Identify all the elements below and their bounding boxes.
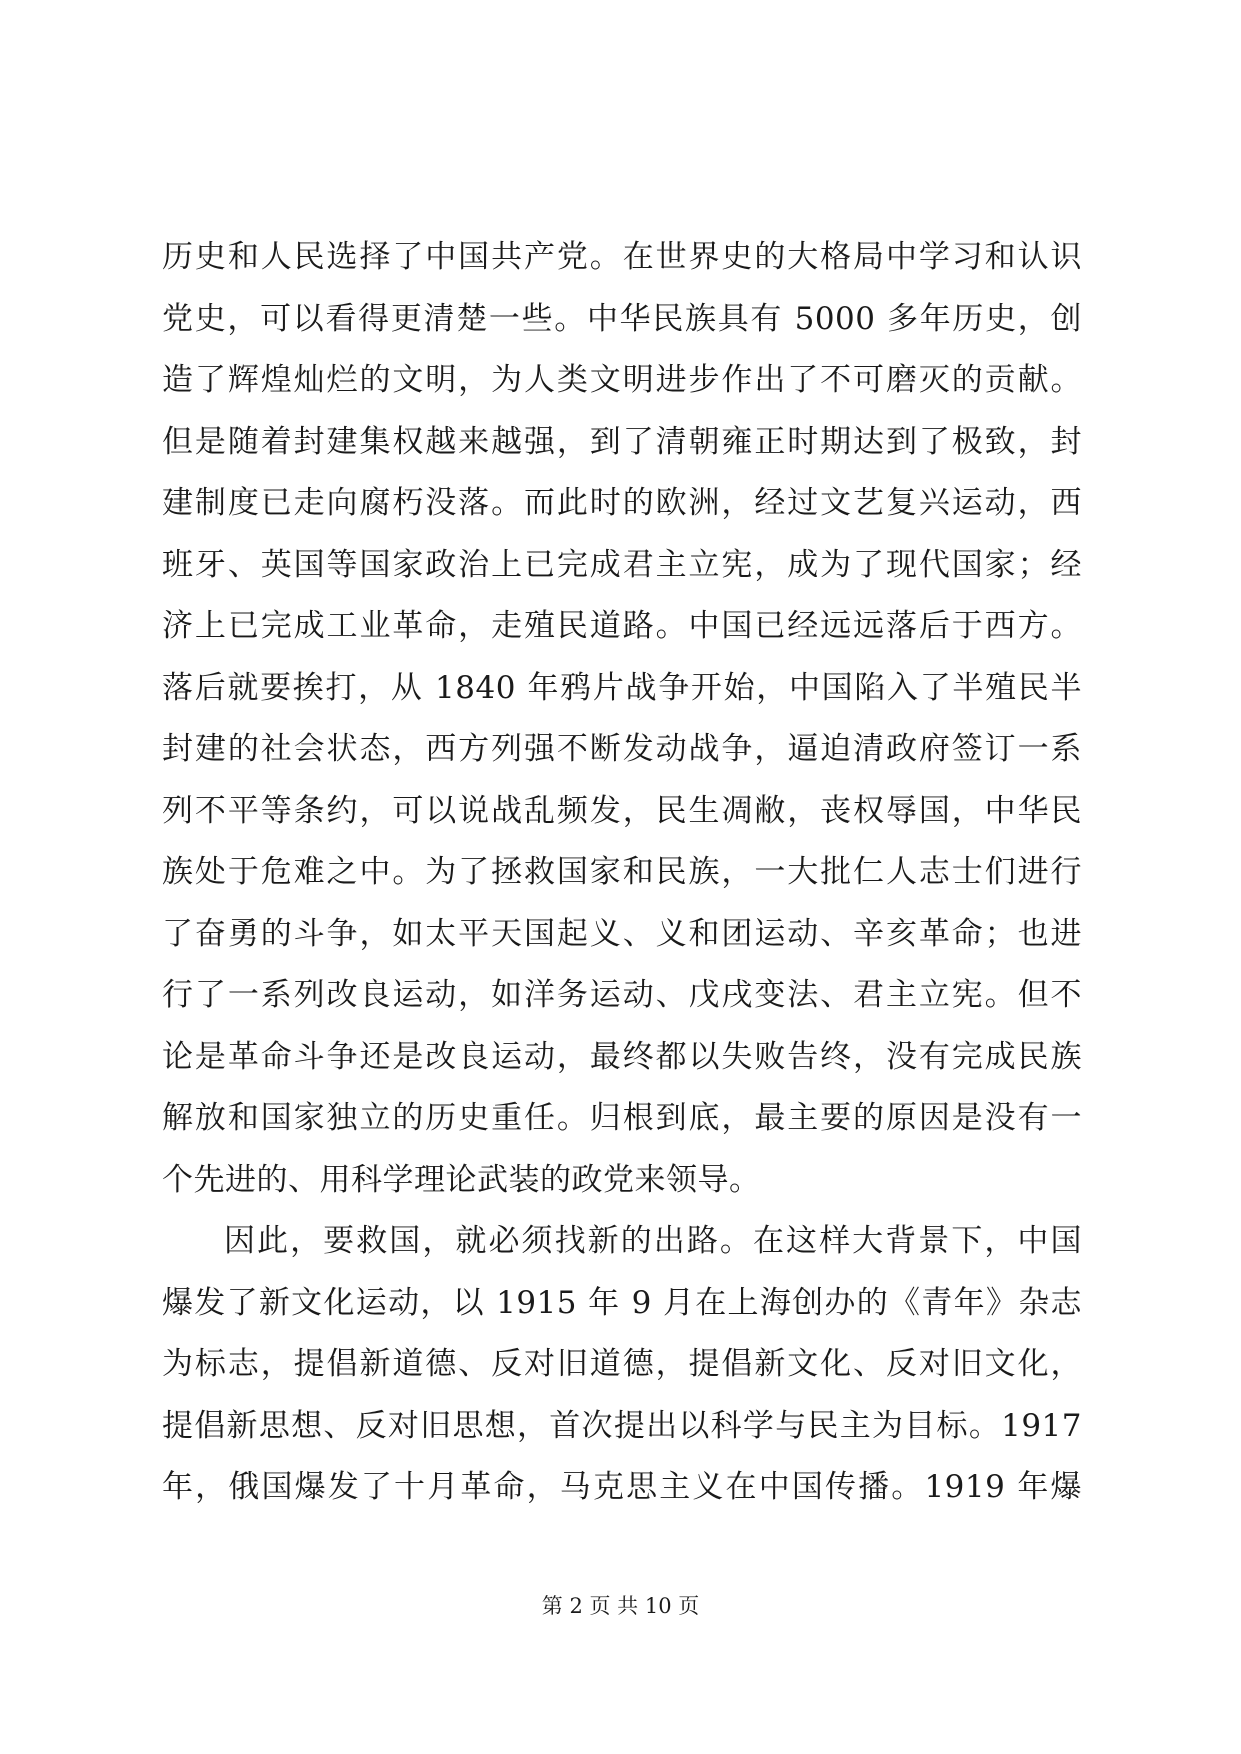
text-line: 建制度已走向腐朽没落。而此时的欧洲，经过文艺复兴运动，西 [162, 485, 1082, 521]
text-line: 落后就要挨打，从 1840 年鸦片战争开始，中国陷入了半殖民半 [162, 669, 1082, 706]
text-line: 年，俄国爆发了十月革命，马克思主义在中国传播。1919 年爆 [162, 1469, 1082, 1505]
text-line: 解放和国家独立的历史重任。归根到底，最主要的原因是没有一 [162, 1100, 1082, 1136]
text-line: 列不平等条约，可以说战乱频发，民生凋敝，丧权辱国，中华民 [162, 792, 1082, 829]
paragraph [162, 1211, 1082, 1519]
text-line: 行了一系列改良运动，如洋务运动、戊戌变法、君主立宪。但不 [162, 977, 1082, 1013]
page-footer [0, 1592, 1241, 1620]
text-line: 但是随着封建集权越来越强，到了清朝雍正时期达到了极致，封 [162, 423, 1082, 460]
text-line: 了奋勇的斗争，如太平天国起义、义和团运动、辛亥革命；也进 [162, 915, 1082, 952]
text-line: 族处于危难之中。为了拯救国家和民族，一大批仁人志士们进行 [162, 854, 1082, 890]
page-number: 第 2 页 共 10 页 [541, 1594, 700, 1618]
text-line: 因此，要救国，就必须找新的出路。在这样大背景下，中国 [224, 1223, 1082, 1259]
paragraph [162, 227, 1082, 1211]
text-line: 党史，可以看得更清楚一些。中华民族具有 5000 多年历史，创 [162, 300, 1082, 337]
text-line: 个先进的、用科学理论武装的政党来领导。 [162, 1161, 761, 1198]
text-line: 造了辉煌灿烂的文明，为人类文明进步作出了不可磨灭的贡献。 [162, 362, 1082, 398]
text-line: 提倡新思想、反对旧思想，首次提出以科学与民主为目标。1917 [162, 1407, 1082, 1444]
text-line: 封建的社会状态，西方列强不断发动战争，逼迫清政府签订一系 [162, 731, 1082, 767]
text-line: 爆发了新文化运动，以 1915 年 9 月在上海创办的《青年》杂志 [162, 1284, 1082, 1321]
text-line: 班牙、英国等国家政治上已完成君主立宪，成为了现代国家；经 [162, 546, 1082, 583]
text-line: 历史和人民选择了中国共产党。在世界史的大格局中学习和认识 [162, 239, 1082, 275]
text-line: 济上已完成工业革命，走殖民道路。中国已经远远落后于西方。 [162, 608, 1082, 644]
page-body [162, 227, 1082, 1519]
text-line: 论是革命斗争还是改良运动，最终都以失败告终，没有完成民族 [162, 1038, 1082, 1075]
text-line: 为标志，提倡新道德、反对旧道德，提倡新文化、反对旧文化， [162, 1346, 1082, 1382]
